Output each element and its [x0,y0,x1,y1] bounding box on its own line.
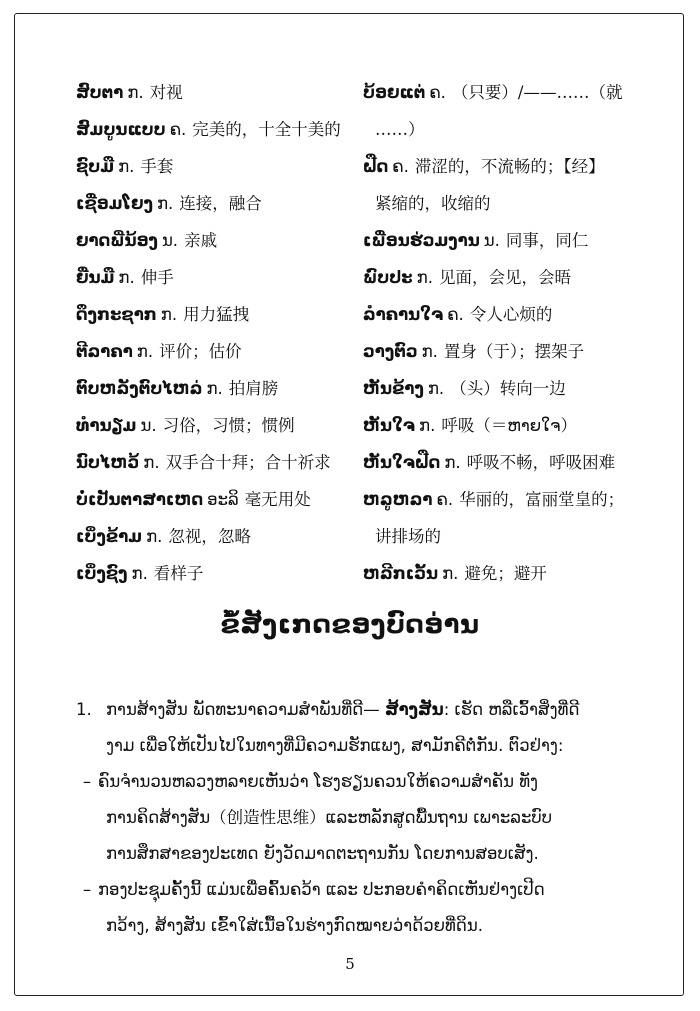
vocab-definition: 看样子 [153,564,204,583]
vocab-entry [363,296,643,333]
notes-paragraph [76,692,636,944]
vocab-definition: 毫无用处 [244,490,311,509]
vocab-headword: ຝືດ [363,157,389,176]
vocab-part-of-speech: ຄ. [429,83,446,102]
vocab-entry [76,518,356,555]
vocab-headword: ລຳຄານໃຈ [363,305,444,324]
vocab-definition: 用力猛拽 [183,305,250,324]
vocab-entry [76,148,356,185]
vocab-headword: ທຳນຽມ [76,416,137,435]
vocab-headword: ຕີລາຄາ [76,342,133,361]
vocab-part-of-speech: ກ. [118,268,135,287]
paragraph-text: : ເຮັດ ຫລືເວົ້າສິ່ງທີ່ດີ [443,700,580,719]
vocab-headword: ຫັນຂ້າງ [363,379,424,398]
vocab-headword: ຍື່ນມື [76,268,115,287]
vocab-part-of-speech: ກ. [442,564,459,583]
vocab-part-of-speech: ກ. [419,416,436,435]
vocab-headword: ເບິ່ງຂ້າມ [76,527,143,546]
vocab-entry [363,148,643,222]
vocab-headword: ເພື່ອນຮ່ວມງານ [363,231,480,250]
paragraph-number: 1. [76,700,92,719]
vocab-headword: ຫລີກເວັ້ນ [363,564,439,583]
vocab-definition: 避免；避开 [464,564,547,583]
vocab-definition: 置身（于）；摆架子 [443,342,585,361]
vocab-definition-continued: 紧缩的，收缩的 [375,194,491,213]
vocab-definition: 双手合十拜；合十祈求 [165,453,331,472]
vocab-headword: ຊົບມື [76,157,115,176]
vocab-headword: ຫັນໃຈ [363,416,416,435]
vocab-part-of-speech: ກ. [118,157,135,176]
vocab-entry [76,111,356,148]
vocab-part-of-speech: ກ. [136,342,154,361]
vocab-entry [76,333,356,370]
vocab-entry [363,370,643,407]
vocab-definition: 同事，同仁 [505,231,589,250]
vocab-entry [76,407,356,444]
vocab-entry [76,444,356,481]
vocab-headword: ເບິ່ງຊົງ [76,564,128,583]
vocab-definition-continued: ……） [375,120,425,139]
vocab-part-of-speech: ກ. [156,194,174,213]
vocab-entry [363,259,643,296]
vocab-entry [76,74,356,111]
bullet-text: ກອງປະຊຸມຄັ້ງນີ້ ແມ່ນເພື່ອຄົ້ນຄວ້າ ແລະ ປະກອບຄຳຄິດເຫັນຢ່າງເປີດ [98,880,545,899]
vocab-definition: 华丽的，富丽堂皇的； [459,490,625,509]
page-number: 5 [345,955,355,973]
section-title: ຂໍ້ສັງເກດຂອງບົດອ່ານ [220,610,480,640]
vocab-definition: （头）转向一边 [450,379,566,398]
vocab-entry [363,444,643,481]
bullet-text-continued: ກວ້າງ, ສ້າງສັນ ເຂົ້າໃສ່ເນື້ອໃນຮ່າງກົດໝາຍວ່າດ້ວຍທີ່ດິນ. [106,916,483,935]
bullet-text: ຄົນຈຳນວນຫລວງຫລາຍເຫັນວ່າ ໂຮງຮຽນຄວນໃຫ້ຄວາມສຳຄັນ ທັງ [98,772,538,791]
vocab-headword: ຍາດພີ່ນ້ອງ [76,231,158,250]
vocab-part-of-speech: ອະລິ [207,490,239,509]
vocab-part-of-speech: ຄ. [447,305,464,324]
vocab-definition: 忽视，忽略 [168,527,251,546]
bullet-dash: – [82,880,92,899]
vocab-definition: （只要）/——……（就 [451,83,623,102]
vocab-definition: 呼吸（＝ຫາຍໃຈ） [441,416,578,435]
vocab-part-of-speech: ຄ. [436,490,454,509]
vocab-definition: 伸手 [140,268,174,287]
vocab-definition: 呼吸不畅，呼吸困难 [466,453,616,472]
vocab-part-of-speech: ກ. [427,379,445,398]
vocab-part-of-speech: ກ. [127,83,144,102]
paragraph-line-1 [76,692,636,728]
vocab-part-of-speech: ກ. [146,527,163,546]
vocab-entry [76,185,356,222]
vocab-headword: ຫັນໃຈຝືດ [363,453,441,472]
vocab-entry [76,555,356,592]
vocab-entry [363,74,643,148]
vocab-definition: 评价；估价 [159,342,242,361]
vocab-entry [76,259,356,296]
vocab-headword: ຕົບຫລັງຕົບໄຫລ່ [76,379,203,398]
paragraph-text: ການສ້າງສັນ ພັດທະນາຄວາມສຳພັນທີ່ດີ— [106,700,385,719]
vocab-definition: 完美的，十全十美的 [192,120,341,139]
vocab-definition: 见面，会见，会晤 [438,268,571,287]
vocab-part-of-speech: ກ. [131,564,148,583]
vocab-part-of-speech: ນ. [483,231,500,250]
vocab-definition: 亲戚 [184,231,218,250]
vocab-definition-continued: 讲排场的 [375,527,441,546]
paragraph-line-2: ງາມ ເພື່ອໃຫ້ເປັນໄປໃນທາງທີ່ມີຄວາມຮັກແພງ, ສາມັກຄີຕໍ່ກັນ. ຕົວຢ່າງ: [106,736,564,755]
vocab-definition: 对视 [149,83,183,102]
vocab-part-of-speech: ຄ. [169,120,187,139]
vocab-headword: ເຊື່ອມໂຍງ [76,194,153,213]
vocab-part-of-speech: ກ. [160,305,178,324]
vocab-part-of-speech: ກ. [206,379,223,398]
vocab-headword: ສົບຕາ [76,83,124,102]
vocab-definition: 连接，融合 [179,194,262,213]
vocab-headword: ດຶງກະຊາກ [76,305,157,324]
vocab-headword: ບ້ອຍແຕ່ [363,83,426,102]
vocab-headword: ບໍ່ເປັນຕາສາເຫດ [76,490,204,509]
vocab-part-of-speech: ກ. [143,453,160,472]
vocab-definition: 拍肩膀 [228,379,279,398]
vocab-part-of-speech: ນ. [161,231,179,250]
vocab-definition: 习俗，习惯；惯例 [162,416,295,435]
paragraph-term: ສ້າງສັນ [384,700,444,719]
example-bullets [76,764,636,944]
vocab-part-of-speech: ກ. [444,453,461,472]
bullet-item [76,764,636,800]
vocab-part-of-speech: ຄ. [392,157,409,176]
vocab-entry [76,481,356,518]
vocab-entry [363,333,643,370]
vocab-entry [363,222,643,259]
vocab-part-of-speech: ກ. [421,342,438,361]
bullet-dash: – [82,772,92,791]
vocab-column-left [76,74,356,592]
vocab-definition: 令人心烦的 [469,305,553,324]
vocab-definition: 手套 [140,157,174,176]
vocab-headword: ພົບປະ [363,268,413,287]
bullet-item [76,872,636,908]
vocab-headword: ຫລູຫລາ [363,490,433,509]
vocab-entry [76,370,356,407]
vocab-definition: 滞涩的，不流畅的；【经】 [414,157,605,176]
vocab-entry [363,555,643,592]
bullet-text-continued: ການສຶກສາຂອງປະເທດ ຍັງວັດມາດຕະຖານກັນ ໂດຍການສອບເສັງ. [106,844,539,863]
vocab-headword: ວາງຕົວ [363,342,418,361]
vocab-entry [76,296,356,333]
vocab-entry [363,407,643,444]
vocab-headword: ນົບໄຫວ້ [76,453,140,472]
vocab-headword: ສົມບູນແບບ [76,120,166,139]
vocab-entry [76,222,356,259]
vocab-part-of-speech: ນ. [140,416,157,435]
vocab-part-of-speech: ກ. [416,268,433,287]
bullet-text-continued: ການຄິດສ້າງສັນ（创造性思维）ແລະຫລັກສູດພື້ນຖານ ເພາະລະບົບ [106,808,553,827]
vocab-entry [363,481,643,555]
vocab-column-right [363,74,643,592]
